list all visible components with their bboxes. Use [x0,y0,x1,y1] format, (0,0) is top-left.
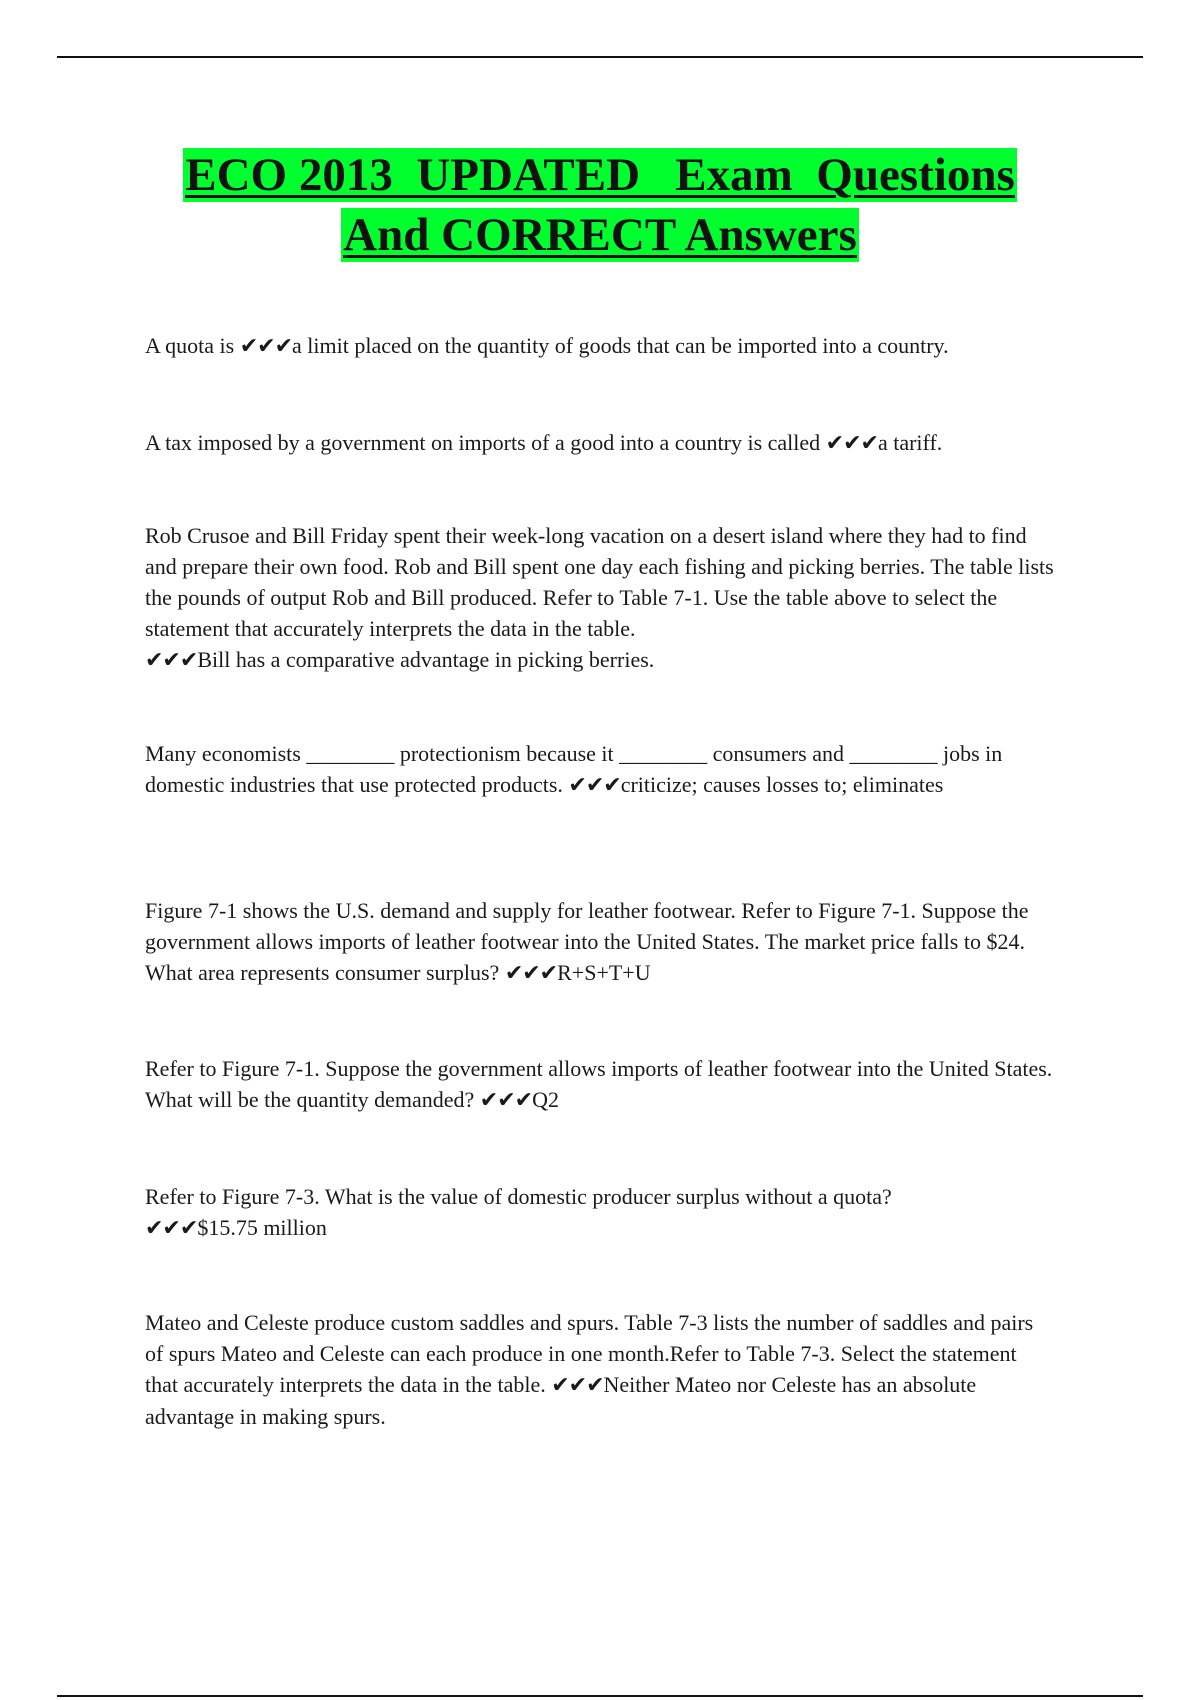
checkmark-icon: ✔✔✔ [239,334,293,359]
question-text: Rob Crusoe and Bill Friday spent their week-long vacation on a desert island where they had to find and prepare their own food. Rob and Bill spent one day each fishing and picking berries. The table lists the pounds of output Rob and Bill produced. Refer to Table 7-1. Use the table above to select the statement that accurately interprets the data in the table. [145,523,1054,641]
answer-text: a tariff. [877,430,943,455]
question-text: Many economists ________ protectionism because it ________ consumers and ________ jobs in domestic industries that use protected products. [145,741,1003,797]
answer-text: $15.75 million [197,1215,327,1240]
title-line-1: ECO 2013 UPDATED Exam Questions [185,149,1015,201]
qa-item-6 [145,1053,1055,1116]
answer-text: Q2 [532,1087,559,1112]
qa-item-1 [145,330,1055,362]
answer-text: criticize; causes losses to; eliminates [620,772,944,797]
question-text: A quota is [145,333,235,358]
checkmark-icon: ✔✔✔ [479,1088,533,1113]
question-text: A tax imposed by a government on imports of a good into a country is called [145,430,821,455]
question-text: Refer to Figure 7-3. What is the value of domestic producer surplus without a quota? [145,1184,892,1209]
bottom-rule [57,1695,1143,1697]
checkmark-icon: ✔✔✔ [825,431,878,456]
top-rule [57,56,1143,58]
answer-text: Bill has a comparative advantage in picking berries. [197,647,655,672]
answer-text: R+S+T+U [557,960,651,985]
checkmark-icon: ✔✔✔ [504,961,558,986]
title-line-2: And CORRECT Answers [343,209,857,261]
qa-item-7 [145,1181,1055,1244]
qa-item-8 [145,1307,1055,1432]
qa-item-2 [145,427,1055,459]
answer-text: a limit placed on the quantity of goods that can be imported into a country. [292,333,949,358]
answer-text: Neither Mateo nor Celeste has an absolute advantage in making spurs. [145,1372,977,1429]
qa-item-5 [145,895,1055,989]
qa-item-3 [145,520,1055,676]
qa-item-4 [145,738,1055,801]
question-text: Mateo and Celeste produce custom saddles and spurs. Table 7-3 lists the number of saddles and pairs of spurs Mateo and Celeste can each produce in one month.Refer to Table 7-3. Select the statement that accurately interprets the data in the table. [145,1310,1034,1397]
checkmark-icon: ✔✔✔ [551,1373,604,1398]
checkmark-icon: ✔✔✔ [145,648,198,673]
document-title [0,148,1200,262]
checkmark-icon: ✔✔✔ [145,1216,198,1241]
checkmark-icon: ✔✔✔ [568,773,621,798]
question-text: Refer to Figure 7-1. Suppose the government allows imports of leather footwear into the United States. What will be the quantity demanded? [145,1056,1053,1112]
question-text: Figure 7-1 shows the U.S. demand and supply for leather footwear. Refer to Figure 7-1. Suppose the government allows imports of leather footwear into the United States. The market price falls to $24. What area represents consumer surplus? [145,898,1029,985]
